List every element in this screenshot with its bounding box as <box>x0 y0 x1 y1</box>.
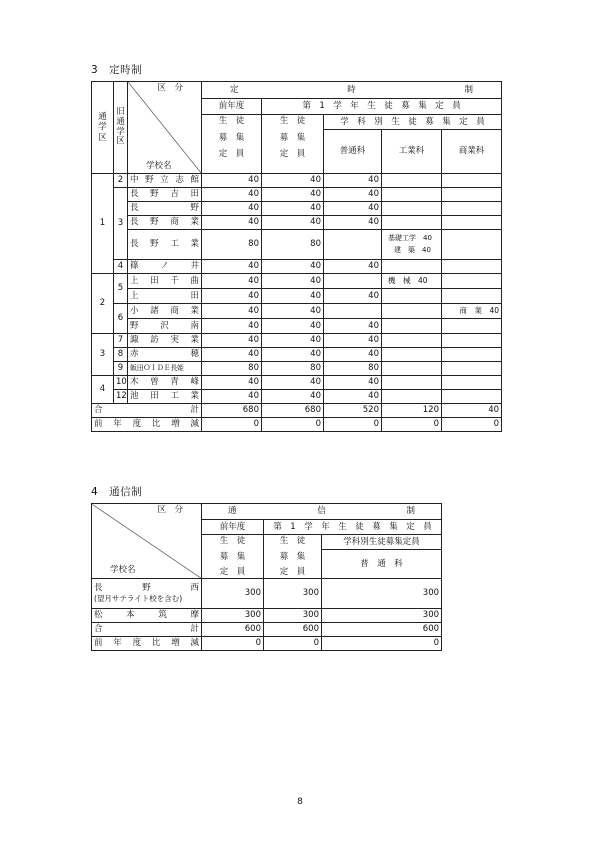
diff-label: 前年度比増減 <box>92 418 202 432</box>
school-name: 松本筑摩 <box>92 608 202 622</box>
shogyo-value <box>442 274 502 289</box>
header-cur-boshu: 生 徒 募 集 定 員 <box>262 115 324 174</box>
kogyo-value <box>382 348 442 362</box>
prev-value: 40 <box>202 376 262 390</box>
header-gakkabetsu: 学科別生徒募集定員 <box>322 535 442 550</box>
cur-value: 40 <box>262 348 324 362</box>
prev-value: 40 <box>202 174 262 188</box>
prev-value: 80 <box>202 362 262 376</box>
old-district: 8 <box>114 348 128 362</box>
shogyo-value <box>442 260 502 274</box>
old-district: 12 <box>114 390 128 404</box>
cur-value: 40 <box>262 188 324 202</box>
cur-value: 40 <box>262 390 324 404</box>
prev-value: 40 <box>202 202 262 216</box>
district-1: 1 <box>92 174 114 274</box>
prev-value: 40 <box>202 274 262 289</box>
shogyo-value: 商 業 40 <box>442 304 502 319</box>
futsu-value: 40 <box>324 376 382 390</box>
header-kubun-gakko: 区 分 学校名 <box>128 82 202 174</box>
diff-futsu: 0 <box>324 418 382 432</box>
futsu-value: 40 <box>324 202 382 216</box>
diff-cur: 0 <box>262 418 324 432</box>
kogyo-value: 基礎工学 40 建 築 40 <box>382 230 442 260</box>
futsu-value: 40 <box>324 289 382 304</box>
futsu-value: 80 <box>324 362 382 376</box>
diff-label: 前年度比増減 <box>92 636 202 650</box>
section4-title: 4 通信制 <box>91 486 143 498</box>
school-name: 諏訪実業 <box>128 334 202 348</box>
diff-prev: 0 <box>202 418 262 432</box>
total-label: 合 計 <box>92 404 202 418</box>
cur-value: 40 <box>262 174 324 188</box>
total-label: 合 計 <box>92 622 202 636</box>
header-dai1gakunen: 第 1 学 年 生 徒 募 集 定 員 <box>264 520 442 535</box>
header-dai1gakunen: 第 1 学 年 生 徒 募 集 定 員 <box>262 99 502 115</box>
kogyo-value <box>382 289 442 304</box>
header-prev-boshu: 生 徒 募 集 定 員 <box>202 115 262 174</box>
school-name: 飯田ＯＩＤＥ長姫 <box>128 362 202 376</box>
kogyo-value <box>382 390 442 404</box>
school-name: 中野立志館 <box>128 174 202 188</box>
teijisei-table <box>91 81 502 432</box>
shogyo-value <box>442 319 502 334</box>
old-district: 9 <box>114 362 128 376</box>
prev-value: 300 <box>202 608 264 622</box>
header-kyutsugakku: 旧通学区 <box>114 82 128 174</box>
futsu-value <box>324 230 382 260</box>
kogyo-value <box>382 319 442 334</box>
cur-value: 300 <box>264 578 322 608</box>
school-name: 野沢南 <box>128 319 202 334</box>
futsu-value: 40 <box>324 188 382 202</box>
cur-value: 40 <box>262 319 324 334</box>
cur-value: 40 <box>262 260 324 274</box>
total-shogyo: 40 <box>442 404 502 418</box>
cur-value: 40 <box>262 216 324 230</box>
shogyo-value <box>442 174 502 188</box>
kogyo-value <box>382 174 442 188</box>
total-cur: 680 <box>262 404 324 418</box>
shogyo-value <box>442 348 502 362</box>
header-cur-boshu: 生 徒 募 集 定 員 <box>264 535 322 579</box>
prev-value: 40 <box>202 304 262 319</box>
old-district: 4 <box>114 260 128 274</box>
cur-value: 80 <box>262 362 324 376</box>
shogyo-value <box>442 230 502 260</box>
shogyo-value <box>442 289 502 304</box>
old-district: 2 <box>114 174 128 188</box>
district-4: 4 <box>92 376 114 404</box>
futsu-value: 40 <box>324 334 382 348</box>
futsu-value: 40 <box>324 390 382 404</box>
old-district: 7 <box>114 334 128 348</box>
header-futsu: 普 通 科 <box>322 550 442 579</box>
futsu-value: 40 <box>324 260 382 274</box>
diff-shogyo: 0 <box>442 418 502 432</box>
header-tsugakku: 通学区 <box>92 82 114 174</box>
kogyo-value <box>382 304 442 319</box>
futsu-value: 40 <box>324 174 382 188</box>
prev-value: 40 <box>202 216 262 230</box>
school-name: 小諸商業 <box>128 304 202 319</box>
prev-value: 40 <box>202 334 262 348</box>
shogyo-value <box>442 362 502 376</box>
page-number: 8 <box>297 797 303 807</box>
diff-prev: 0 <box>202 636 264 650</box>
header-tsushin: 通 信 制 <box>202 504 442 520</box>
cur-value: 40 <box>262 202 324 216</box>
shogyo-value <box>442 216 502 230</box>
shogyo-value <box>442 188 502 202</box>
school-name: 長野商業 <box>128 216 202 230</box>
prev-value: 40 <box>202 289 262 304</box>
total-futsu: 600 <box>322 622 442 636</box>
prev-value: 40 <box>202 348 262 362</box>
diff-cur: 0 <box>264 636 322 650</box>
total-prev: 600 <box>202 622 264 636</box>
futsu-value <box>324 274 382 289</box>
kogyo-value: 機 械 40 <box>382 274 442 289</box>
kogyo-value <box>382 202 442 216</box>
prev-value: 40 <box>202 188 262 202</box>
section3-title: 3 定時制 <box>91 64 143 76</box>
school-name: 上田 <box>128 289 202 304</box>
prev-value: 40 <box>202 319 262 334</box>
school-name: 篠ノ井 <box>128 260 202 274</box>
old-district: 3 <box>114 188 128 260</box>
cur-value: 40 <box>262 376 324 390</box>
school-name: 長野 <box>128 202 202 216</box>
total-prev: 680 <box>202 404 262 418</box>
shogyo-value <box>442 390 502 404</box>
prev-value: 40 <box>202 260 262 274</box>
futsu-value: 40 <box>324 348 382 362</box>
cur-value: 40 <box>262 334 324 348</box>
school-name: 長野吉田 <box>128 188 202 202</box>
header-shogyo: 商業科 <box>442 130 502 174</box>
school-name: 長野工業 <box>128 230 202 260</box>
header-futsu: 普通科 <box>324 130 382 174</box>
total-cur: 600 <box>264 622 322 636</box>
tsushinsei-table <box>91 503 442 651</box>
futsu-value <box>324 304 382 319</box>
kogyo-value <box>382 334 442 348</box>
header-kubun-gakko: 区 分 学校名 <box>92 504 202 579</box>
header-gakkabetsu: 学 科 別 生 徒 募 集 定 員 <box>324 115 502 130</box>
school-name: 池田工業 <box>128 390 202 404</box>
total-kogyo: 120 <box>382 404 442 418</box>
prev-value: 300 <box>202 578 264 608</box>
district-2: 2 <box>92 274 114 334</box>
header-kogyo: 工業科 <box>382 130 442 174</box>
shogyo-value <box>442 202 502 216</box>
futsu-value: 40 <box>324 216 382 230</box>
kogyo-value <box>382 216 442 230</box>
school-name: 長野西 (望月サテライト校を含む) <box>92 578 202 608</box>
futsu-value: 40 <box>324 319 382 334</box>
diff-kogyo: 0 <box>382 418 442 432</box>
futsu-value: 300 <box>322 608 442 622</box>
school-name: 上田千曲 <box>128 274 202 289</box>
school-name: 木曽青峰 <box>128 376 202 390</box>
kogyo-value <box>382 188 442 202</box>
header-prev-boshu: 生 徒 募 集 定 員 <box>202 535 264 579</box>
cur-value: 300 <box>264 608 322 622</box>
shogyo-value <box>442 334 502 348</box>
header-zennendo: 前年度 <box>202 520 264 535</box>
kogyo-value <box>382 376 442 390</box>
old-district: 6 <box>114 304 128 334</box>
cur-value: 80 <box>262 230 324 260</box>
kogyo-value <box>382 260 442 274</box>
cur-value: 40 <box>262 304 324 319</box>
cur-value: 40 <box>262 274 324 289</box>
kogyo-value <box>382 362 442 376</box>
district-3: 3 <box>92 334 114 376</box>
old-district: 10 <box>114 376 128 390</box>
old-district: 5 <box>114 274 128 304</box>
cur-value: 40 <box>262 289 324 304</box>
header-teijisei: 定 時 制 <box>202 82 502 99</box>
diff-futsu: 0 <box>322 636 442 650</box>
header-zennendo: 前年度 <box>202 99 262 115</box>
prev-value: 40 <box>202 390 262 404</box>
total-futsu: 520 <box>324 404 382 418</box>
school-name: 赤穂 <box>128 348 202 362</box>
prev-value: 80 <box>202 230 262 260</box>
shogyo-value <box>442 376 502 390</box>
futsu-value: 300 <box>322 578 442 608</box>
